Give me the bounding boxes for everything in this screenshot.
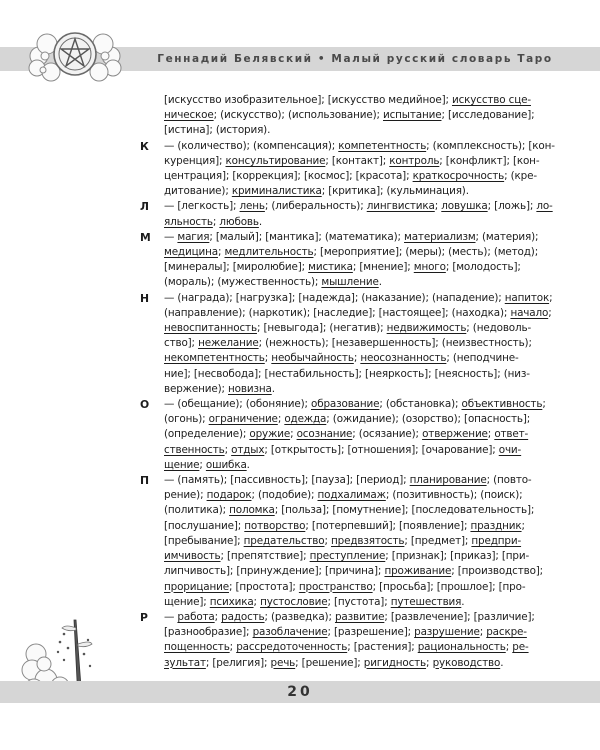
entry-line [164, 306, 552, 321]
dictionary-entry-7 [130, 610, 535, 671]
highlighted-term: руководство [432, 656, 501, 669]
entry-line [164, 549, 530, 564]
term-text: ; (либеральность); [264, 200, 367, 213]
term-text: ; [молодость]; [445, 261, 521, 274]
highlighted-term: невоспитанность [164, 322, 257, 335]
term-text: . [500, 656, 504, 669]
entry-letter: М [140, 230, 151, 244]
entry-line [164, 245, 539, 260]
term-text: ; [434, 200, 442, 213]
term-text: ; [426, 656, 433, 669]
dictionary-entry-3 [130, 230, 539, 291]
term-text: (политика); [164, 504, 230, 517]
term-text: ; [479, 626, 487, 639]
highlighted-term: объективность [461, 398, 543, 411]
term-text: [истина]; (история). [164, 124, 271, 137]
highlighted-term: предпри- [471, 534, 522, 547]
term-text: ; [542, 398, 546, 411]
entry-line [164, 519, 525, 534]
entry-line [164, 427, 529, 442]
highlighted-term: работа [177, 610, 215, 623]
entry-letter: Л [140, 200, 149, 214]
term-text: ; [потерпевший]; [появление]; [305, 519, 471, 532]
dictionary-entry-4 [130, 291, 553, 397]
term-text: [минералы]; [миролюбие]; [164, 261, 309, 274]
term-text: ; [549, 291, 553, 304]
highlighted-term: предвзятость [331, 534, 405, 547]
highlighted-term: преступление [309, 550, 386, 563]
term-text: ; [487, 428, 495, 441]
entry-line [164, 169, 537, 184]
highlighted-term: медлительность [224, 246, 314, 259]
term-text: ; (разведка); [264, 610, 335, 623]
term-text: ; [353, 352, 361, 365]
pentacle-emblem-icon [25, 22, 125, 82]
term-text: ; [решение]; [295, 656, 364, 669]
term-text: . [461, 595, 465, 608]
term-text: (направление); (наркотик); [наследие]; [настоящее]; (находка); [164, 306, 511, 319]
dictionary-entry-5 [130, 397, 546, 473]
term-text: ; (ожидание); (озорство); [опасность]; [326, 413, 531, 426]
entry-letter: К [140, 139, 149, 153]
entry-line [164, 443, 522, 458]
highlighted-term: яльность [164, 215, 213, 228]
term-text: — [164, 230, 178, 243]
term-text: ; [пустота]; [327, 595, 391, 608]
highlighted-term: пощенность [164, 641, 230, 654]
highlighted-term: ническое [164, 109, 214, 122]
term-text: ; [214, 610, 222, 623]
term-text: ; (материя); [475, 230, 539, 243]
term-text: ; (комплексность); [кон- [426, 139, 555, 152]
page-number: 20 [287, 684, 313, 700]
highlighted-term: одежда [284, 413, 327, 426]
highlighted-term: ло- [536, 200, 553, 213]
highlighted-term: медицина [164, 246, 218, 259]
term-text: ; (искусство); (использование); [213, 109, 383, 122]
entry-line [164, 230, 539, 245]
term-text: — (количество); (компенсация); [164, 139, 339, 152]
highlighted-term: ре- [512, 641, 529, 654]
term-text: [разнообразие]; [164, 626, 253, 639]
highlighted-term: мышление [321, 276, 379, 289]
highlighted-term: раскре- [486, 626, 527, 639]
entry-line [164, 656, 502, 671]
term-text: — (обещание); (обоняние); [164, 398, 311, 411]
term-text: липчивость]; [принуждение]; [причина]; [164, 565, 385, 578]
term-text: ; [предмет]; [404, 534, 472, 547]
term-text: ние]; [несвобода]; [нестабильность]; [неяркость]; [неясность]; (низ- [164, 367, 530, 380]
highlighted-term: консультирование [225, 154, 326, 167]
entry-line [164, 260, 521, 275]
entry-line [164, 321, 532, 336]
entry-line [164, 108, 535, 123]
highlighted-term: прорицание [164, 580, 229, 593]
entry-line [164, 610, 535, 625]
entry-line [164, 93, 531, 108]
highlighted-term: ответ- [494, 428, 529, 441]
highlighted-term: разрушение [414, 626, 480, 639]
highlighted-term: развитие [334, 610, 385, 623]
entry-letter: О [140, 398, 150, 412]
term-text: ; [просьба]; [прошлое]; [про- [372, 580, 526, 593]
highlighted-term: зультат [164, 656, 206, 669]
term-text: ; [253, 595, 261, 608]
entry-letter: Р [140, 610, 148, 624]
term-text: ; [264, 352, 272, 365]
term-text: [искусство изобразительное]; [искусство медийное]; [164, 94, 452, 106]
term-text: . [246, 458, 250, 471]
entry-line [164, 640, 529, 655]
highlighted-term: лингвистика [366, 200, 435, 213]
highlighted-term: образование [310, 398, 380, 411]
term-text: ; [открытость]; [отношения]; [очарование]; [264, 443, 499, 456]
dictionary-entry-2 [130, 199, 553, 229]
entry-line [164, 123, 502, 138]
term-text: дитование); [164, 185, 232, 198]
term-text: ; (неподчине- [446, 352, 519, 365]
highlighted-term: нежелание [198, 337, 259, 350]
term-text: . [271, 382, 275, 395]
highlighted-term: краткосрочность [412, 170, 505, 183]
highlighted-term: отдых [231, 443, 265, 456]
entry-line [164, 215, 502, 230]
term-text: ; [324, 534, 331, 547]
term-text: ; [исследование]; [441, 109, 535, 122]
highlighted-term: новизна [228, 382, 272, 395]
term-text: ; [конфликт]; [кон- [439, 154, 540, 167]
dictionary-continuation [130, 93, 535, 139]
term-text: ; [контакт]; [325, 154, 390, 167]
highlighted-term: ловушка [441, 200, 488, 213]
term-text: — (память); [пассивность]; [пауза]; [период]; [164, 474, 410, 487]
term-text: ; (обстановка); [379, 398, 462, 411]
entry-line [164, 458, 502, 473]
highlighted-term: компетентность [338, 139, 427, 152]
term-text: ; [217, 246, 225, 259]
highlighted-term: потворство [244, 519, 306, 532]
entry-line [164, 397, 546, 412]
highlighted-term: разоблачение [252, 626, 328, 639]
entry-line [164, 139, 555, 154]
highlighted-term: неосознанность [360, 352, 447, 365]
highlighted-term: ошибка [205, 458, 247, 471]
term-text: ; [290, 428, 297, 441]
term-text: ; (кре- [504, 170, 537, 183]
term-text: ; [199, 458, 206, 471]
term-text: ; [521, 519, 525, 532]
highlighted-term: очи- [498, 443, 522, 456]
term-text: — (награда); [нагрузка]; [надежда]; (наказание); (нападение); [164, 291, 505, 304]
highlighted-term: напиток [504, 291, 550, 304]
entry-line [164, 199, 553, 214]
highlighted-term: оружие [249, 428, 291, 441]
term-text: ; [препятствие]; [220, 550, 310, 563]
highlighted-term: недвижимость [386, 322, 467, 335]
entry-line [164, 595, 502, 610]
highlighted-term: пространство [298, 580, 373, 593]
term-text: ; (подобие); [251, 489, 318, 502]
entry-line [164, 367, 530, 382]
term-text: ; [ложь]; [487, 200, 537, 213]
term-text: ; [мероприятие]; (меры); (месть); (метод); [313, 246, 539, 259]
highlighted-term: испытание [383, 109, 442, 122]
highlighted-term: пустословие [260, 595, 328, 608]
highlighted-term: материализм [404, 230, 476, 243]
highlighted-term: необычайность [271, 352, 354, 365]
highlighted-term: имчивость [164, 550, 221, 563]
term-text: [послушание]; [164, 519, 245, 532]
highlighted-term: предательство [243, 534, 325, 547]
dictionary-entry-6 [130, 473, 544, 610]
highlighted-term: путешествия [390, 595, 462, 608]
highlighted-term: речь [270, 656, 296, 669]
term-text: . [378, 276, 382, 289]
term-text: центрация]; [коррекция]; [космос]; [красота]; [164, 170, 413, 183]
highlighted-term: магия [177, 230, 210, 243]
term-text: ; [212, 215, 220, 228]
term-text: [пребывание]; [164, 534, 244, 547]
highlighted-term: праздник [470, 519, 522, 532]
entry-line [164, 625, 527, 640]
term-text: ; [277, 413, 285, 426]
entry-line [164, 503, 535, 518]
term-text: ; [229, 641, 237, 654]
entry-line [164, 534, 522, 549]
term-text: ; [548, 306, 552, 319]
entry-line [164, 336, 532, 351]
highlighted-term: психика [209, 595, 254, 608]
highlighted-term: ригидность [363, 656, 427, 669]
term-text: ; [простота]; [228, 580, 299, 593]
highlighted-term: ограничение [208, 413, 278, 426]
term-text: ; [польза]; [помутнение]; [последовательность]; [274, 504, 535, 517]
entry-line [164, 184, 502, 199]
term-text: ; (нежность); [незавершенность]; (неизвестность); [258, 337, 532, 350]
term-text: вержение); [164, 382, 229, 395]
term-text: ; (позитивность); (поиск); [385, 489, 523, 502]
term-text: ; [505, 641, 513, 654]
highlighted-term: ственность [164, 443, 225, 456]
term-text: — [легкость]; [164, 200, 240, 213]
term-text: (огонь); [164, 413, 209, 426]
term-text: ; (осязание); [352, 428, 423, 441]
entry-line [164, 580, 526, 595]
term-text: ; [признак]; [приказ]; [при- [385, 550, 530, 563]
term-text: куренция]; [164, 154, 226, 167]
term-text: ; [производство]; [451, 565, 544, 578]
dictionary-entry-1 [130, 139, 555, 200]
highlighted-term: рациональность [417, 641, 506, 654]
term-text: . [258, 215, 263, 228]
highlighted-term: проживание [384, 565, 452, 578]
highlighted-term: любовь [219, 215, 259, 228]
entry-line [164, 154, 540, 169]
highlighted-term: много [413, 261, 446, 274]
highlighted-term: щение [164, 458, 200, 471]
highlighted-term: отвержение [422, 428, 488, 441]
highlighted-term: некомпетентность [164, 352, 265, 365]
entry-letter: П [140, 474, 149, 488]
term-text: ; [малый]; [мантика]; (математика); [209, 230, 405, 243]
entry-line [164, 351, 519, 366]
term-text: щение]; [164, 595, 210, 608]
entry-letter: Н [140, 291, 149, 305]
entry-line [164, 412, 531, 427]
highlighted-term: радость [221, 610, 265, 623]
running-header: Геннадий Белявский • Малый русский словарь Таро [157, 53, 553, 65]
highlighted-term: криминалистика [231, 185, 322, 198]
term-text: (мораль); (мужественность); [164, 276, 322, 289]
entry-line [164, 275, 502, 290]
highlighted-term: подхалимаж [317, 489, 386, 502]
highlighted-term: контроль [389, 154, 440, 167]
entry-line [164, 291, 553, 306]
entry-line [164, 382, 502, 397]
highlighted-term: подарок [206, 489, 252, 502]
term-text: ; [растения]; [347, 641, 418, 654]
term-text: ; [развлечение]; [различие]; [384, 610, 535, 623]
term-text: рение); [164, 489, 207, 502]
entry-line [164, 473, 532, 488]
term-text: ство]; [164, 337, 199, 350]
term-text: ; (повто- [486, 474, 532, 487]
highlighted-term: лень [239, 200, 265, 213]
highlighted-term: мистика [308, 261, 353, 274]
highlighted-term: планирование [409, 474, 487, 487]
highlighted-term: начало [510, 306, 549, 319]
term-text: ; (недоволь- [466, 322, 532, 335]
term-text: ; [разрешение]; [327, 626, 415, 639]
term-text: (определение); [164, 428, 250, 441]
entry-line [164, 488, 523, 503]
term-text: ; [невыгода]; (негатив); [256, 322, 387, 335]
highlighted-term: искусство сце- [451, 94, 531, 106]
entry-line [164, 564, 544, 579]
term-text: ; [критика]; (кульминация). [321, 185, 469, 198]
highlighted-term: осознание [296, 428, 353, 441]
highlighted-term: поломка [229, 504, 275, 517]
term-text: ; [мнение]; [352, 261, 414, 274]
dictionary-entries [130, 93, 555, 671]
term-text: ; [религия]; [205, 656, 271, 669]
highlighted-term: рассредоточенность [236, 641, 348, 654]
term-text: — [164, 610, 178, 623]
term-text: ; [224, 443, 232, 456]
